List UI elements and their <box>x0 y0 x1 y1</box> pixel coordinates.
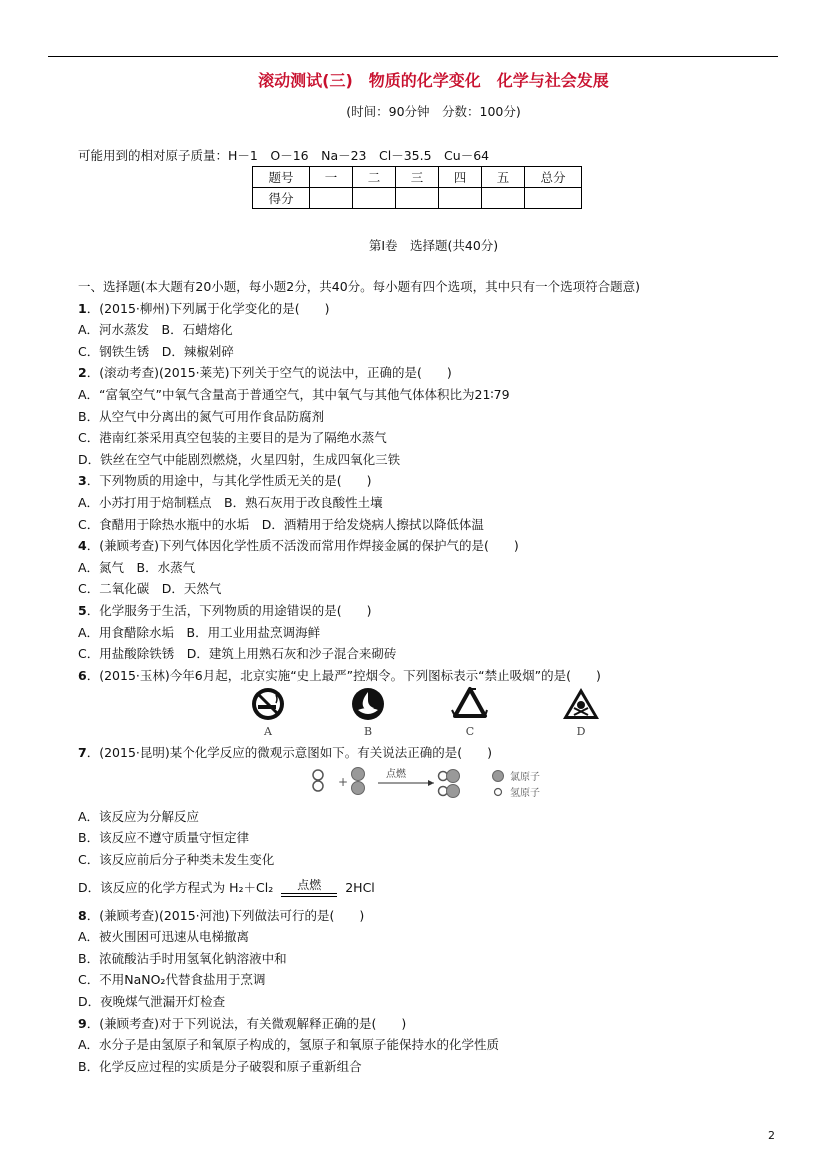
score-cell[interactable] <box>310 188 353 209</box>
icon-label: A <box>264 725 272 739</box>
icon-label: B <box>363 725 373 739</box>
question-number: 9 <box>78 1015 87 1031</box>
arrow-head <box>428 780 434 786</box>
option-line: A．氮气 B．水蒸气 <box>78 559 196 575</box>
condition-text: 点燃 <box>297 878 322 893</box>
score-cell[interactable] <box>482 188 525 209</box>
score-header-cell: 四 <box>439 167 482 188</box>
icon-label: C <box>465 725 475 739</box>
exam-info: (时间：90分钟 分数：100分) <box>346 104 521 119</box>
score-cell[interactable] <box>396 188 439 209</box>
question-number: 1 <box>78 300 87 316</box>
question-number: 3 <box>78 473 87 489</box>
cl-atom <box>352 781 365 794</box>
question-number: 5 <box>78 602 87 618</box>
question-stem <box>78 742 778 764</box>
question-stem <box>78 298 778 320</box>
question-stem <box>78 600 778 622</box>
option-line: B．从空气中分离出的氮气可用作食品防腐剂 <box>78 408 325 424</box>
score-header-cell: 三 <box>396 167 439 188</box>
option-line: B．化学反应过程的实质是分子破裂和原子重新组合 <box>78 1058 362 1074</box>
equation-reactants: H₂＋Cl₂ <box>229 879 274 895</box>
option-line: C．该反应前后分子种类未发生变化 <box>78 852 275 868</box>
section-title: 第Ⅰ卷 选择题(共40分) <box>368 238 499 253</box>
option-line: A．“富氧空气”中氧气含量高于普通空气，其中氧气与其他气体体积比为21∶79 <box>78 386 510 402</box>
question-number: 8 <box>78 907 87 923</box>
h-atom <box>313 781 323 791</box>
no-smoking-icon <box>238 686 298 738</box>
score-header-cell: 一 <box>310 167 353 188</box>
question-text: ．(2015·柳州)下列属于化学变化的是( ) <box>86 300 330 316</box>
svg-text:+: + <box>338 774 349 789</box>
score-cell[interactable] <box>353 188 396 209</box>
score-cell[interactable] <box>525 188 582 209</box>
option-line: A．河水蒸发 B．石蜡熔化 <box>78 322 233 338</box>
equals-sign <box>281 893 337 897</box>
option-line: C．港南红茶采用真空包装的主要目的是为了隔绝水蒸气 <box>78 430 387 446</box>
score-row-label: 得分 <box>253 188 310 209</box>
reaction-schematic <box>306 764 606 804</box>
question-text: ．化学服务于生活，下列物质的用途错误的是( ) <box>86 602 372 618</box>
option-line: C．用盐酸除铁锈 D．建筑上用熟石灰和沙子混合来砌砖 <box>78 646 397 662</box>
score-header-cell: 总分 <box>525 167 582 188</box>
score-table-header-row <box>253 167 582 188</box>
question-stem <box>78 535 778 557</box>
question-stem <box>78 362 778 384</box>
page-number: 2 <box>768 1129 775 1142</box>
question-stem <box>78 1013 778 1035</box>
equation-product: 2HCl <box>345 879 375 895</box>
cl-atom <box>352 767 365 780</box>
option-line: C．不用NaNO₂代替食盐用于烹调 <box>78 972 266 988</box>
water-saving-icon <box>338 686 398 738</box>
q6-icon-row <box>78 686 778 742</box>
cl-atom <box>447 784 460 797</box>
option-line: C．食醋用于除热水瓶中的水垢 D．酒精用于给发烧病人擦拭以降低体温 <box>78 516 484 532</box>
question-text: ．(兼顾考查)(2015·河池)下列做法可行的是( ) <box>86 907 365 923</box>
question-stem <box>78 905 778 927</box>
cl-atom <box>447 769 460 782</box>
legend-h-swatch <box>495 788 502 795</box>
question-number: 2 <box>78 365 87 381</box>
recycle-icon <box>440 686 500 738</box>
option-line-equation <box>78 871 778 905</box>
option-line: A．用食醋除水垢 B．用工业用盐烹调海鲜 <box>78 624 321 640</box>
equation-prefix: D．该反应的化学方程式为 <box>78 879 226 895</box>
equation-condition <box>281 879 337 897</box>
option-line: D．铁丝在空气中能剧烈燃烧，火星四射，生成四氧化三铁 <box>78 451 401 467</box>
score-header-cell: 二 <box>353 167 396 188</box>
question-text: ．(2015·玉林)今年6月起，北京实施“史上最严”控烟令。下列图标表示“禁止吸烟”的是( ) <box>86 667 601 683</box>
option-line: A．小苏打用于焙制糕点 B．熟石灰用于改良酸性土壤 <box>78 494 383 510</box>
question-stem <box>78 665 778 687</box>
option-line: C．钢铁生锈 D．辣椒剁碎 <box>78 343 234 359</box>
page-title: 滚动测试(三) 物质的化学变化 化学与社会发展 <box>258 71 609 90</box>
option-line: B．浓硫酸沾手时用氢氧化钠溶液中和 <box>78 950 287 966</box>
option-line: D．夜晚煤气泄漏开灯检查 <box>78 994 226 1010</box>
question-stem <box>78 470 778 492</box>
score-table <box>252 166 582 209</box>
icon-label: D <box>576 725 586 739</box>
h-atom <box>313 770 323 780</box>
option-line: A．水分子是由氢原子和氧原子构成的，氢原子和氧原子能保持水的化学性质 <box>78 1037 500 1053</box>
question-body <box>78 276 778 1077</box>
question-number: 6 <box>78 667 87 683</box>
toxic-warning-icon <box>551 686 611 738</box>
option-line: A．该反应为分解反应 <box>78 808 200 824</box>
legend-h-label: 氢原子 <box>510 787 540 799</box>
question-number: 4 <box>78 538 87 554</box>
option-line: A．被火围困可迅速从电梯撤离 <box>78 929 250 945</box>
legend-cl-swatch <box>493 770 504 781</box>
score-header-cell: 题号 <box>253 167 310 188</box>
atomic-masses: 可能用到的相对原子质量：H－1 O－16 Na－23 Cl－35.5 Cu－64 <box>78 148 490 163</box>
question-text: ．(滚动考查)(2015·莱芜)下列关于空气的说法中，正确的是( ) <box>86 365 452 381</box>
question-text: ．(2015·昆明)某个化学反应的微观示意图如下。有关说法正确的是( ) <box>86 745 492 761</box>
question-text: ．下列物质的用途中，与其化学性质无关的是( ) <box>86 473 372 489</box>
instructions: 一、选择题(本大题有20小题，每小题2分，共40分。每小题有四个选项，其中只有一个选项符合题意) <box>78 279 641 294</box>
header-rule <box>48 56 778 57</box>
option-line: C．二氧化碳 D．天然气 <box>78 581 222 597</box>
question-text: ．(兼顾考查)对于下列说法，有关微观解释正确的是( ) <box>86 1015 407 1031</box>
question-number: 7 <box>78 745 87 761</box>
score-header-cell: 五 <box>482 167 525 188</box>
reaction-condition: 点燃 <box>386 768 406 780</box>
question-text: ．(兼顾考查)下列气体因化学性质不活泼而常用作焊接金属的保护气的是( ) <box>86 538 519 554</box>
q7-reaction-diagram <box>78 764 778 806</box>
score-cell[interactable] <box>439 188 482 209</box>
score-table-score-row <box>253 188 582 209</box>
option-line: B．该反应不遵守质量守恒定律 <box>78 830 250 846</box>
legend-cl-label: 氯原子 <box>510 771 540 783</box>
